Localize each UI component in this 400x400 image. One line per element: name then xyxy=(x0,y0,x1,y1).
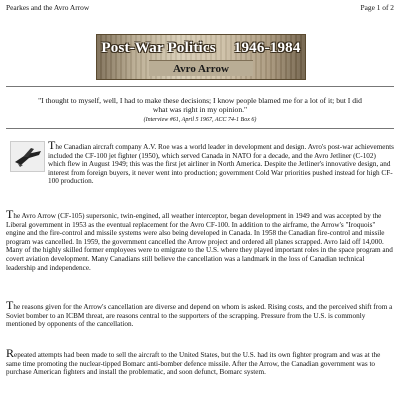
drop-cap: T xyxy=(6,298,14,312)
quote-citation: (Interview #61, April 5 1967, ACC 74-1 Box 6) xyxy=(143,117,257,123)
paragraph-2 xyxy=(6,207,394,272)
aircraft-photo xyxy=(10,141,45,172)
banner-title xyxy=(97,38,305,58)
paragraph-text: he reasons given for the Arrow's cancellation are diverse and depend on whom is asked. Rising costs, and the perceived shift from a Soviet bomber to an ICBM threat, are reasons central to the supporters of the scrapping. Pressure from the U.S. is commonly mentioned by opponents of the cancellation. xyxy=(6,303,393,329)
paragraph-text: epeated attempts had been made to sell the aircraft to the United States, but the U.S. had its own fighter program and was at the same time promoting the nuclear-tipped Bomarc anti-bomber defence missile. After the Arrow, the Canadian government was to purchase American fighters and install the problematic, and soon defunct, Bomarc system. xyxy=(6,351,381,377)
page-header xyxy=(6,3,394,12)
quote-text: "I thought to myself, well, I had to make these decisions; I know people blamed me for a lot of it; but I did what was right in my opinion." xyxy=(38,96,362,114)
divider-top xyxy=(6,86,394,87)
aircraft-photo-icon xyxy=(11,142,44,171)
banner-years: 1946-1984 xyxy=(233,39,301,56)
drop-cap: R xyxy=(6,346,15,360)
paragraph-text: he Avro Arrow (CF-105) supersonic, twin-engined, all weather interceptor, began development in 1949 and was accepted by the Liberal government in 1953 as the eventual replacement for the Avro CF-100. In addition to the airframe, the Arrow's "Iroquois" engine and the fire-control and missile systems were also being developed in Canada. In 1958 the Canadian fire-control and missile program was cancelled. In 1959, the government cancelled the Arrow project and ordered all planes scrapped. Avro laid off 14,000. Many of the highly skilled former employees were to emigrate to the U.S. where they played important roles in the space program and covert aviation development. Many Canadians still believe the cancellation was a landmark in the loss of Canadian technical leadership and independence. xyxy=(6,212,393,272)
divider-bottom xyxy=(6,128,394,129)
title-banner xyxy=(96,34,306,80)
paragraph-text: he Canadian aircraft company A.V. Roe was a world leader in development and design. Avro's post-war achievements included the CF-100 jet fighter (1950), which served Canada in NATO for a decade, and the Avro Jetliner (C-102) which flew in August 1949; this was the first jet airliner in North America. Despite the Jetliner's innovative design, and interest from foreign buyers, it never went into production; government Cold War priorities pushed instead for high CF-100 production. xyxy=(48,143,394,186)
banner-title-text: Post-War Politics xyxy=(101,39,216,56)
paragraph-3 xyxy=(6,298,394,329)
drop-cap: T xyxy=(6,207,14,221)
paragraph-1 xyxy=(48,138,394,186)
page-number: Page 1 of 2 xyxy=(360,3,394,12)
pull-quote xyxy=(38,96,362,125)
header-title: Pearkes and the Avro Arrow xyxy=(6,3,90,12)
drop-cap: T xyxy=(48,138,56,152)
banner-subtitle: Avro Arrow xyxy=(149,60,253,76)
paragraph-4 xyxy=(6,346,394,377)
